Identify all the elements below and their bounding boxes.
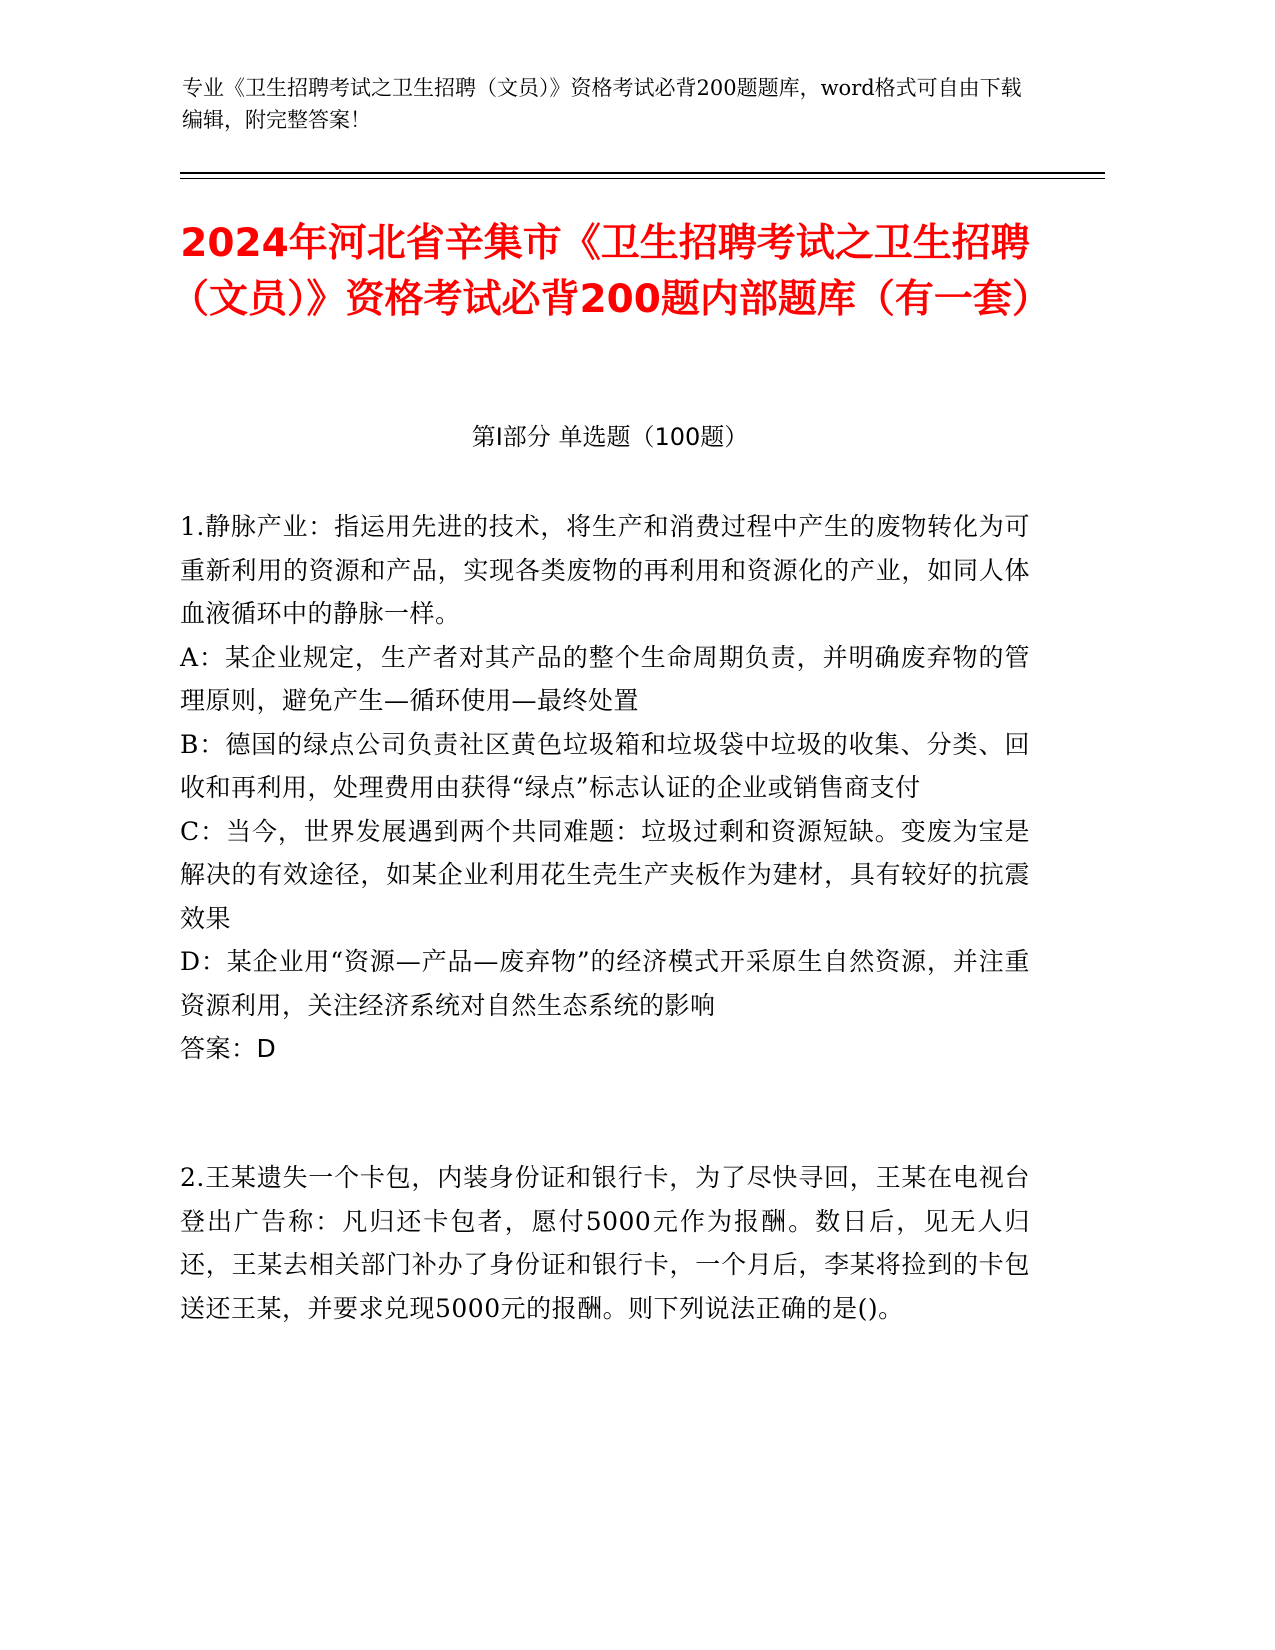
option-b: B：德国的绿点公司负责社区黄色垃圾箱和垃圾袋中垃圾的收集、分类、回收和再利用，处理费用由获得“绿点”标志认证的企业或销售商支付 bbox=[180, 729, 1030, 802]
header-divider-thin bbox=[180, 178, 1105, 179]
header-divider-thick bbox=[180, 172, 1105, 174]
section-title: 第I部分 单选题（100题） bbox=[471, 423, 749, 451]
option-a: A：某企业规定，生产者对其产品的整个生命周期负责，并明确废弃物的管理原则，避免产生—循环使用—最终处置 bbox=[180, 642, 1030, 715]
question-stem: 2.王某遗失一个卡包，内装身份证和银行卡，为了尽快寻回，王某在电视台登出广告称：凡归还卡包者，愿付5000元作为报酬。数日后，见无人归还，王某去相关部门补办了身份证和银行卡，一个月后，李某将捡到的卡包送还王某，并要求兑现5000元的报酬。则下列说法正确的是()。 bbox=[180, 1163, 1030, 1323]
option-c: C：当今，世界发展遇到两个共同难题：垃圾过剩和资源短缺。变废为宝是解决的有效途径，如某企业利用花生壳生产夹板作为建材，具有较好的抗震效果 bbox=[180, 816, 1030, 933]
question-stem: 1.静脉产业：指运用先进的技术，将生产和消费过程中产生的废物转化为可重新利用的资源和产品，实现各类废物的再利用和资源化的产业，如同人体血液循环中的静脉一样。 bbox=[180, 512, 1030, 628]
option-d: D：某企业用“资源—产品—废弃物”的经济模式开采原生自然资源，并注重资源利用，关注经济系统对自然生态系统的影响 bbox=[180, 947, 1030, 1020]
header-note: 专业《卫生招聘考试之卫生招聘（文员）》资格考试必背200题题库，word格式可自由下载编辑，附完整答案！ bbox=[182, 76, 1022, 132]
answer-label: 答案：D bbox=[180, 1034, 277, 1063]
document-title: 2024年河北省辛集市《卫生招聘考试之卫生招聘（文员）》资格考试必背200题内部题库（有一套） bbox=[170, 221, 1051, 322]
question-1 bbox=[180, 505, 1030, 1071]
question-2 bbox=[180, 1156, 1030, 1330]
